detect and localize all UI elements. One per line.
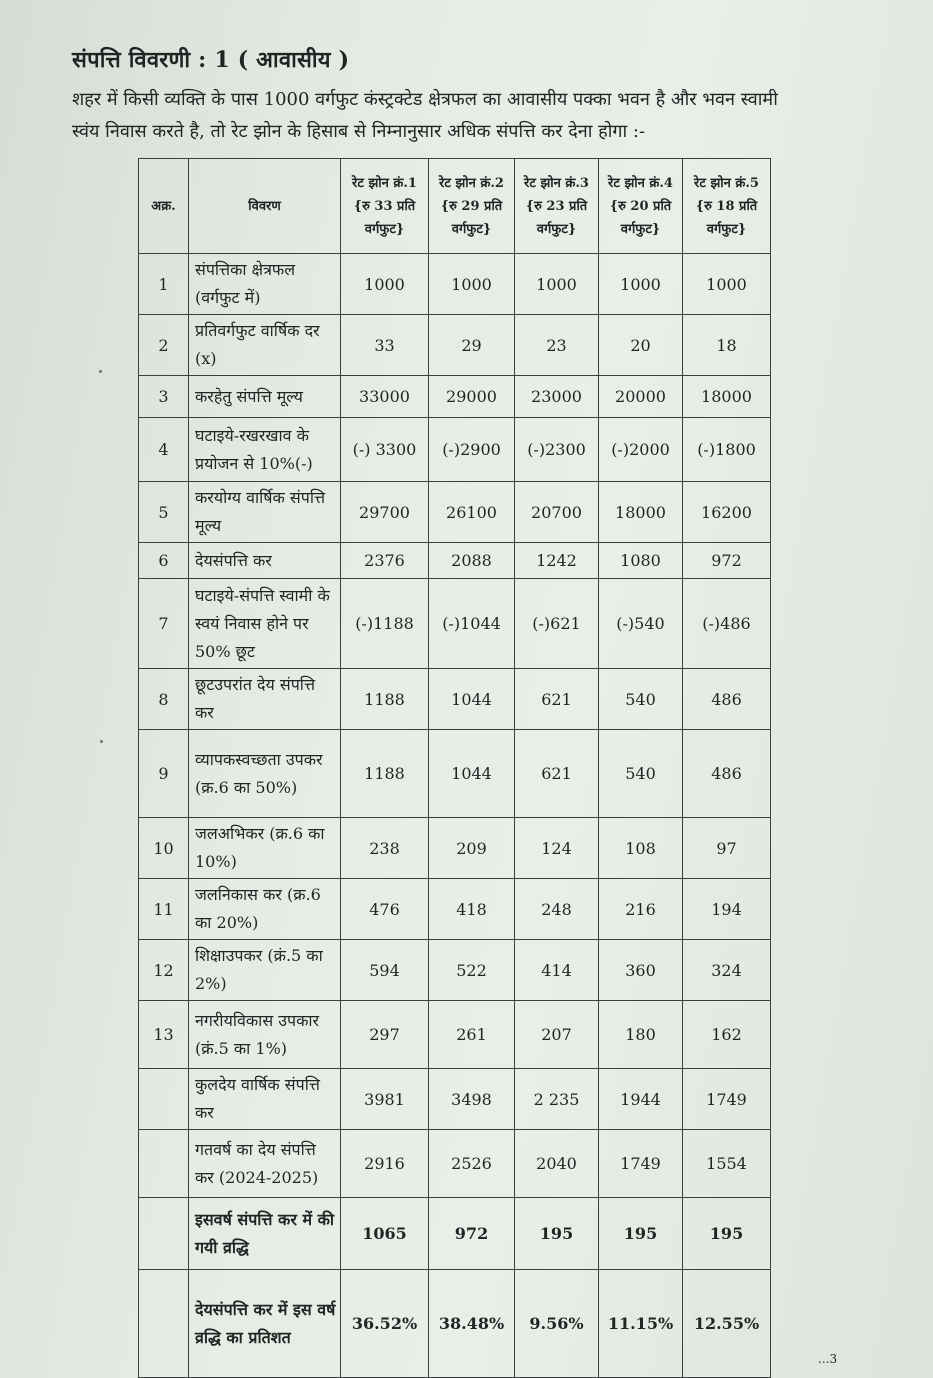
row-value-z1: 594 bbox=[341, 940, 429, 1001]
row-description: शिक्षाउपकर (क्रं.5 का 2%) bbox=[189, 940, 341, 1001]
row-value-z1: 1000 bbox=[341, 254, 429, 315]
row-value-z1: (-) 3300 bbox=[341, 418, 429, 482]
row-serial bbox=[139, 1198, 189, 1270]
header-description: विवरण bbox=[189, 159, 341, 254]
row-value-z1: 476 bbox=[341, 879, 429, 940]
intro-line-1: शहर में किसी व्यक्ति के पास 1000 वर्गफुट कंस्ट्रक्टेड क्षेत्रफल का आवासीय पक्का भवन है और भवन स्वामी bbox=[72, 89, 778, 110]
row-value-z1: 297 bbox=[341, 1001, 429, 1069]
row-value-z2: 3498 bbox=[429, 1069, 515, 1130]
row-value-z1: 1065 bbox=[341, 1198, 429, 1270]
row-value-z1: 238 bbox=[341, 818, 429, 879]
row-value-z2: 26100 bbox=[429, 482, 515, 543]
row-description: इसवर्ष संपत्ति कर में की गयी व्रद्धि bbox=[189, 1198, 341, 1270]
table-row bbox=[139, 579, 771, 669]
row-value-z4: 360 bbox=[599, 940, 683, 1001]
header-serial: अक्र. bbox=[139, 159, 189, 254]
row-value-z4: (-)2000 bbox=[599, 418, 683, 482]
row-value-z5: 97 bbox=[683, 818, 771, 879]
row-value-z2: 38.48% bbox=[429, 1270, 515, 1378]
row-serial: 1 bbox=[139, 254, 189, 315]
row-value-z5: 194 bbox=[683, 879, 771, 940]
row-value-z3: 124 bbox=[515, 818, 599, 879]
row-value-z1: 3981 bbox=[341, 1069, 429, 1130]
table-row bbox=[139, 1069, 771, 1130]
row-value-z4: 540 bbox=[599, 730, 683, 818]
row-serial: 2 bbox=[139, 315, 189, 376]
page-continuation: ...3 bbox=[818, 1352, 838, 1366]
row-value-z1: 36.52% bbox=[341, 1270, 429, 1378]
row-value-z2: 2526 bbox=[429, 1130, 515, 1198]
row-value-z5: 486 bbox=[683, 669, 771, 730]
row-description: करयोग्य वार्षिक संपत्ति मूल्य bbox=[189, 482, 341, 543]
row-description: घटाइये-संपत्ति स्वामी के स्वयं निवास होने पर 50% छूट bbox=[189, 579, 341, 669]
row-value-z3: (-)621 bbox=[515, 579, 599, 669]
intro-line-2: स्वंय निवास करते है, तो रेट झोन के हिसाब से निम्नानुसार अधिक संपत्ति कर देना होगा :- bbox=[72, 121, 646, 142]
row-value-z2: 261 bbox=[429, 1001, 515, 1069]
row-value-z2: (-)1044 bbox=[429, 579, 515, 669]
table-row bbox=[139, 730, 771, 818]
row-value-z3: 1000 bbox=[515, 254, 599, 315]
row-value-z5: 162 bbox=[683, 1001, 771, 1069]
row-serial bbox=[139, 1270, 189, 1378]
row-value-z2: 1000 bbox=[429, 254, 515, 315]
row-value-z3: 621 bbox=[515, 669, 599, 730]
row-value-z1: 29700 bbox=[341, 482, 429, 543]
table-row bbox=[139, 1270, 771, 1378]
table-row bbox=[139, 879, 771, 940]
row-value-z3: 2 235 bbox=[515, 1069, 599, 1130]
row-value-z4: 540 bbox=[599, 669, 683, 730]
row-value-z3: 248 bbox=[515, 879, 599, 940]
row-value-z2: 29000 bbox=[429, 376, 515, 418]
row-value-z3: 414 bbox=[515, 940, 599, 1001]
row-value-z5: 195 bbox=[683, 1198, 771, 1270]
row-serial bbox=[139, 1069, 189, 1130]
header-zone-3: रेट झोन क्रं.3 {रु 23 प्रति वर्गफुट} bbox=[515, 159, 599, 254]
row-value-z5: 1749 bbox=[683, 1069, 771, 1130]
row-value-z2: (-)2900 bbox=[429, 418, 515, 482]
header-zone-5: रेट झोन क्रं.5 {रु 18 प्रति वर्गफुट} bbox=[683, 159, 771, 254]
row-description: जलनिकास कर (क्र.6 का 20%) bbox=[189, 879, 341, 940]
row-description: कुलदेय वार्षिक संपत्ति कर bbox=[189, 1069, 341, 1130]
row-value-z1: 1188 bbox=[341, 730, 429, 818]
row-description: प्रतिवर्गफुट वार्षिक दर (x) bbox=[189, 315, 341, 376]
table-row bbox=[139, 254, 771, 315]
row-value-z4: 20000 bbox=[599, 376, 683, 418]
table-row bbox=[139, 1198, 771, 1270]
row-value-z1: 2916 bbox=[341, 1130, 429, 1198]
row-description: छूटउपरांत देय संपत्ति कर bbox=[189, 669, 341, 730]
row-serial: 12 bbox=[139, 940, 189, 1001]
row-value-z5: 1000 bbox=[683, 254, 771, 315]
row-value-z3: 1242 bbox=[515, 543, 599, 579]
table-row bbox=[139, 376, 771, 418]
row-value-z4: 195 bbox=[599, 1198, 683, 1270]
table-row bbox=[139, 669, 771, 730]
row-serial bbox=[139, 1130, 189, 1198]
paper-speck bbox=[99, 370, 102, 373]
row-value-z4: (-)540 bbox=[599, 579, 683, 669]
row-serial: 9 bbox=[139, 730, 189, 818]
row-description: नगरीयविकास उपकार (क्रं.5 का 1%) bbox=[189, 1001, 341, 1069]
row-value-z4: 1749 bbox=[599, 1130, 683, 1198]
page-title: संपत्ति विवरणी : 1 ( आवासीय ) bbox=[72, 47, 350, 73]
paper-speck bbox=[100, 740, 103, 743]
table-row bbox=[139, 543, 771, 579]
table-row bbox=[139, 940, 771, 1001]
row-serial: 7 bbox=[139, 579, 189, 669]
row-value-z5: 18000 bbox=[683, 376, 771, 418]
row-value-z3: 9.56% bbox=[515, 1270, 599, 1378]
row-serial: 4 bbox=[139, 418, 189, 482]
row-value-z5: 324 bbox=[683, 940, 771, 1001]
row-description: करहेतु संपत्ति मूल्य bbox=[189, 376, 341, 418]
row-value-z5: (-)1800 bbox=[683, 418, 771, 482]
row-value-z4: 20 bbox=[599, 315, 683, 376]
row-value-z1: 1188 bbox=[341, 669, 429, 730]
row-value-z3: 2040 bbox=[515, 1130, 599, 1198]
header-zone-1: रेट झोन क्रं.1 {रु 33 प्रति वर्गफुट} bbox=[341, 159, 429, 254]
row-description: देयसंपत्ति कर bbox=[189, 543, 341, 579]
row-serial: 8 bbox=[139, 669, 189, 730]
row-value-z3: 207 bbox=[515, 1001, 599, 1069]
row-serial: 5 bbox=[139, 482, 189, 543]
row-value-z2: 522 bbox=[429, 940, 515, 1001]
row-value-z4: 1000 bbox=[599, 254, 683, 315]
row-description: जलअभिकर (क्र.6 का 10%) bbox=[189, 818, 341, 879]
row-value-z3: 621 bbox=[515, 730, 599, 818]
table-row bbox=[139, 315, 771, 376]
row-value-z5: 1554 bbox=[683, 1130, 771, 1198]
row-value-z2: 209 bbox=[429, 818, 515, 879]
row-serial: 13 bbox=[139, 1001, 189, 1069]
row-value-z4: 11.15% bbox=[599, 1270, 683, 1378]
row-value-z1: 33000 bbox=[341, 376, 429, 418]
row-serial: 3 bbox=[139, 376, 189, 418]
row-value-z2: 972 bbox=[429, 1198, 515, 1270]
row-value-z5: 972 bbox=[683, 543, 771, 579]
row-value-z1: (-)1188 bbox=[341, 579, 429, 669]
row-value-z4: 18000 bbox=[599, 482, 683, 543]
table-row bbox=[139, 1130, 771, 1198]
row-value-z3: 20700 bbox=[515, 482, 599, 543]
row-serial: 10 bbox=[139, 818, 189, 879]
row-description: संपत्तिका क्षेत्रफल (वर्गफुट में) bbox=[189, 254, 341, 315]
table-row bbox=[139, 482, 771, 543]
row-value-z3: 23000 bbox=[515, 376, 599, 418]
row-value-z2: 29 bbox=[429, 315, 515, 376]
row-value-z5: (-)486 bbox=[683, 579, 771, 669]
table-header-row bbox=[139, 159, 771, 254]
table-row bbox=[139, 418, 771, 482]
row-value-z5: 12.55% bbox=[683, 1270, 771, 1378]
row-description: घटाइये-रखरखाव के प्रयोजन से 10%(-) bbox=[189, 418, 341, 482]
row-serial: 6 bbox=[139, 543, 189, 579]
row-description: गतवर्ष का देय संपत्ति कर (2024-2025) bbox=[189, 1130, 341, 1198]
row-value-z4: 1944 bbox=[599, 1069, 683, 1130]
row-value-z2: 1044 bbox=[429, 669, 515, 730]
row-value-z5: 18 bbox=[683, 315, 771, 376]
row-description: व्यापकस्वच्छता उपकर (क्र.6 का 50%) bbox=[189, 730, 341, 818]
row-value-z3: (-)2300 bbox=[515, 418, 599, 482]
row-value-z1: 2376 bbox=[341, 543, 429, 579]
row-value-z2: 1044 bbox=[429, 730, 515, 818]
row-value-z4: 1080 bbox=[599, 543, 683, 579]
header-zone-2: रेट झोन क्रं.2 {रु 29 प्रति वर्गफुट} bbox=[429, 159, 515, 254]
row-value-z3: 195 bbox=[515, 1198, 599, 1270]
row-value-z1: 33 bbox=[341, 315, 429, 376]
row-value-z5: 486 bbox=[683, 730, 771, 818]
header-zone-4: रेट झोन क्रं.4 {रु 20 प्रति वर्गफुट} bbox=[599, 159, 683, 254]
table-row bbox=[139, 818, 771, 879]
row-description: देयसंपत्ति कर में इस वर्ष व्रद्धि का प्रतिशत bbox=[189, 1270, 341, 1378]
row-value-z4: 180 bbox=[599, 1001, 683, 1069]
row-value-z2: 418 bbox=[429, 879, 515, 940]
row-value-z2: 2088 bbox=[429, 543, 515, 579]
table-row bbox=[139, 1001, 771, 1069]
intro-paragraph bbox=[72, 84, 862, 148]
row-value-z4: 216 bbox=[599, 879, 683, 940]
row-value-z5: 16200 bbox=[683, 482, 771, 543]
row-value-z3: 23 bbox=[515, 315, 599, 376]
row-value-z4: 108 bbox=[599, 818, 683, 879]
row-serial: 11 bbox=[139, 879, 189, 940]
property-tax-table bbox=[138, 158, 771, 1378]
